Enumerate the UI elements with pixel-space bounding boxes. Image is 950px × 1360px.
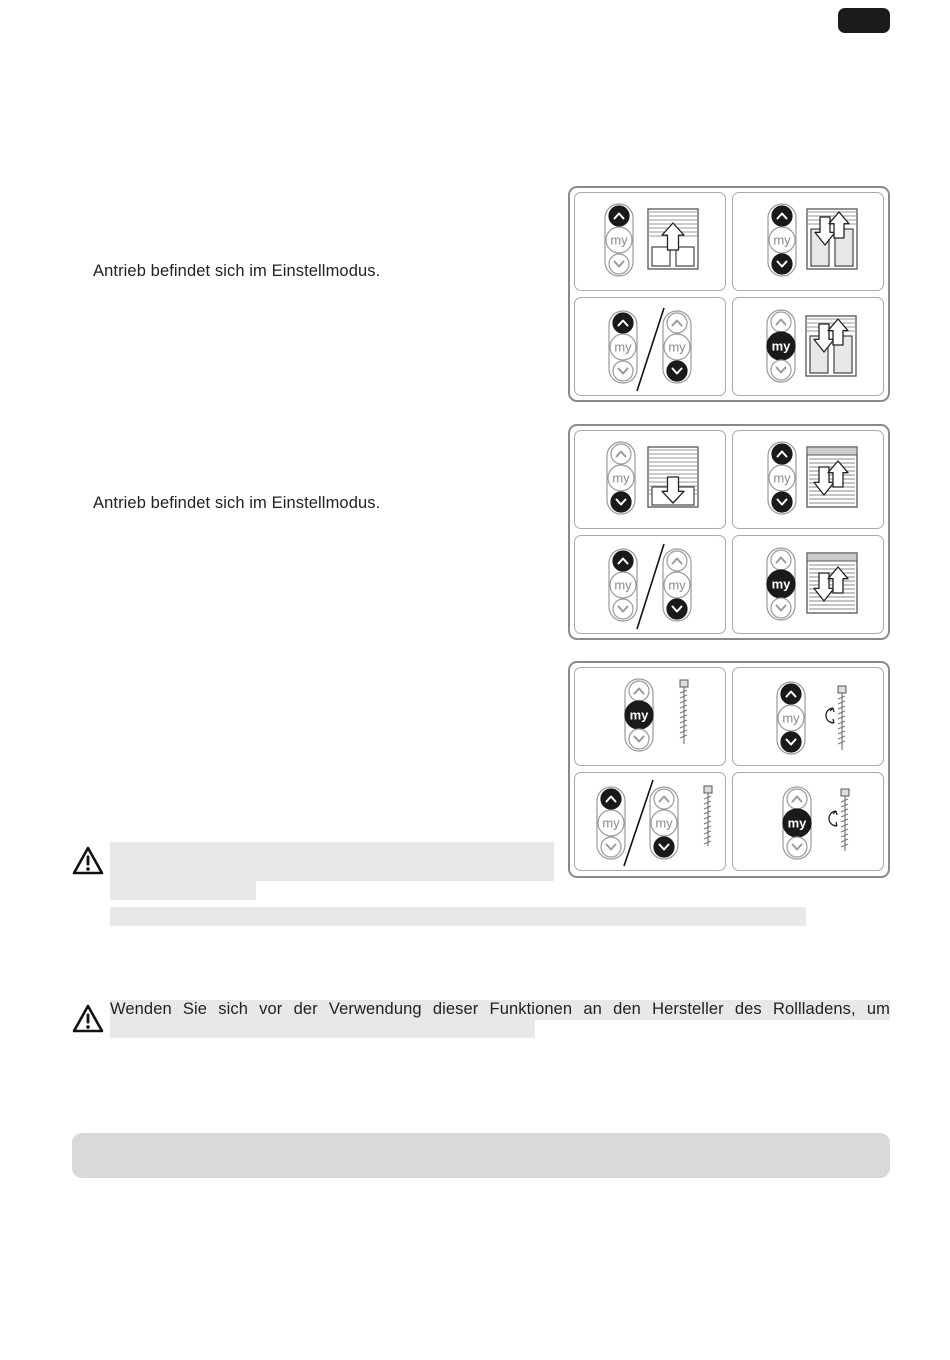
svg-text:my: my bbox=[629, 707, 649, 723]
svg-text:my: my bbox=[771, 338, 791, 354]
rotation-icon bbox=[829, 811, 837, 826]
svg-text:my: my bbox=[602, 815, 620, 831]
svg-text:my: my bbox=[773, 232, 791, 248]
svg-text:my: my bbox=[614, 339, 632, 355]
svg-text:my: my bbox=[782, 710, 800, 726]
svg-text:my: my bbox=[614, 577, 632, 593]
svg-text:my: my bbox=[773, 470, 791, 486]
svg-text:my: my bbox=[771, 576, 791, 592]
svg-text:my: my bbox=[612, 470, 630, 486]
svg-text:my: my bbox=[655, 815, 673, 831]
text-adjust-mode-1: Antrieb befindet sich im Einstellmodus. bbox=[93, 262, 381, 280]
warning-text: Wenden Sie sich vor der Verwendung dieser Funktionen an den Hersteller des Rollladens, um bbox=[110, 1000, 890, 1018]
svg-text:my: my bbox=[610, 232, 628, 248]
svg-text:my: my bbox=[787, 815, 807, 831]
text-adjust-mode-2: Antrieb befindet sich im Einstellmodus. bbox=[93, 494, 381, 512]
svg-text:my: my bbox=[668, 339, 686, 355]
svg-text:my: my bbox=[668, 577, 686, 593]
